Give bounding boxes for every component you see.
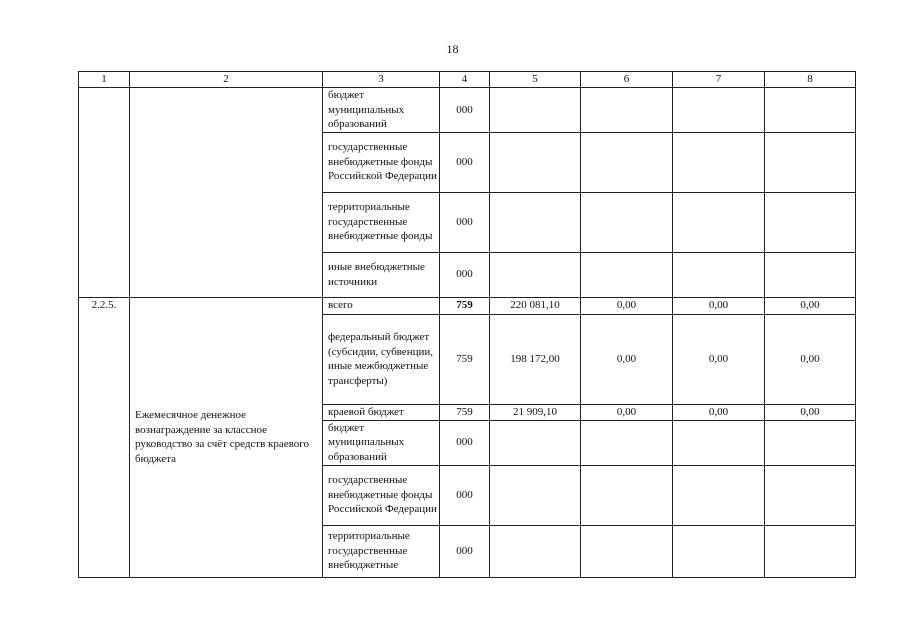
code-cell: 000 <box>440 465 490 525</box>
funding-source-cell: иные внебюджетные источники <box>323 252 440 297</box>
value-cell <box>490 88 581 133</box>
item-description-cell <box>130 88 323 298</box>
funding-source-cell: федеральный бюджет (субсидии, субвенции, иные межбюджетные трансферты) <box>323 314 440 404</box>
code-cell: 000 <box>440 420 490 465</box>
budget-table <box>78 71 856 578</box>
header-cell: 2 <box>130 72 323 88</box>
value-cell <box>490 465 581 525</box>
value-cell: 0,00 <box>765 297 856 314</box>
value-cell: 0,00 <box>765 314 856 404</box>
header-cell: 1 <box>79 72 130 88</box>
value-cell <box>673 192 765 252</box>
value-cell: 0,00 <box>765 404 856 420</box>
value-cell <box>673 88 765 133</box>
value-cell <box>673 252 765 297</box>
value-cell: 198 172,00 <box>490 314 581 404</box>
value-cell <box>581 420 673 465</box>
code-cell: 759 <box>440 404 490 420</box>
value-cell: 0,00 <box>581 297 673 314</box>
funding-source-cell: государственные внебюджетные фонды Российской Федерации <box>323 132 440 192</box>
header-cell: 7 <box>673 72 765 88</box>
value-cell <box>765 525 856 577</box>
funding-source-cell: всего <box>323 297 440 314</box>
header-row <box>79 72 856 88</box>
value-cell <box>581 525 673 577</box>
header-cell: 8 <box>765 72 856 88</box>
value-cell <box>673 420 765 465</box>
header-cell: 6 <box>581 72 673 88</box>
item-number-cell: 2.2.5. <box>79 297 130 577</box>
code-cell: 000 <box>440 132 490 192</box>
value-cell <box>581 252 673 297</box>
table-row <box>79 297 856 314</box>
code-cell: 759 <box>440 297 490 314</box>
header-cell: 4 <box>440 72 490 88</box>
code-cell: 000 <box>440 192 490 252</box>
page-number: 18 <box>446 42 459 56</box>
value-cell <box>765 132 856 192</box>
code-cell: 000 <box>440 88 490 133</box>
funding-source-cell: территориальные государственные внебюджетные фонды <box>323 192 440 252</box>
code-cell: 759 <box>440 314 490 404</box>
value-cell: 0,00 <box>673 297 765 314</box>
value-cell: 21 909,10 <box>490 404 581 420</box>
value-cell <box>765 192 856 252</box>
table-row <box>79 88 856 133</box>
value-cell: 0,00 <box>673 314 765 404</box>
funding-source-cell: территориальные государственные внебюджетные <box>323 525 440 577</box>
value-cell <box>673 132 765 192</box>
value-cell: 0,00 <box>673 404 765 420</box>
item-number-cell <box>79 88 130 298</box>
value-cell <box>581 192 673 252</box>
value-cell <box>581 465 673 525</box>
value-cell <box>673 465 765 525</box>
value-cell <box>765 88 856 133</box>
value-cell <box>581 132 673 192</box>
value-cell <box>490 420 581 465</box>
value-cell <box>765 465 856 525</box>
value-cell <box>490 192 581 252</box>
funding-source-cell: бюджет муниципальных образований <box>323 88 440 133</box>
value-cell <box>490 132 581 192</box>
item-description-cell: Ежемесячное денежное вознаграждение за классное руководство за счёт средств краевого бюджета <box>130 297 323 577</box>
code-cell: 000 <box>440 252 490 297</box>
funding-source-cell: краевой бюджет <box>323 404 440 420</box>
code-cell: 000 <box>440 525 490 577</box>
value-cell: 0,00 <box>581 314 673 404</box>
funding-source-cell: государственные внебюджетные фонды Российской Федерации <box>323 465 440 525</box>
funding-source-cell: бюджет муниципальных образований <box>323 420 440 465</box>
header-cell: 3 <box>323 72 440 88</box>
value-cell: 0,00 <box>581 404 673 420</box>
value-cell <box>490 252 581 297</box>
header-cell: 5 <box>490 72 581 88</box>
value-cell <box>581 88 673 133</box>
value-cell <box>765 252 856 297</box>
value-cell <box>673 525 765 577</box>
value-cell: 220 081,10 <box>490 297 581 314</box>
value-cell <box>765 420 856 465</box>
value-cell <box>490 525 581 577</box>
